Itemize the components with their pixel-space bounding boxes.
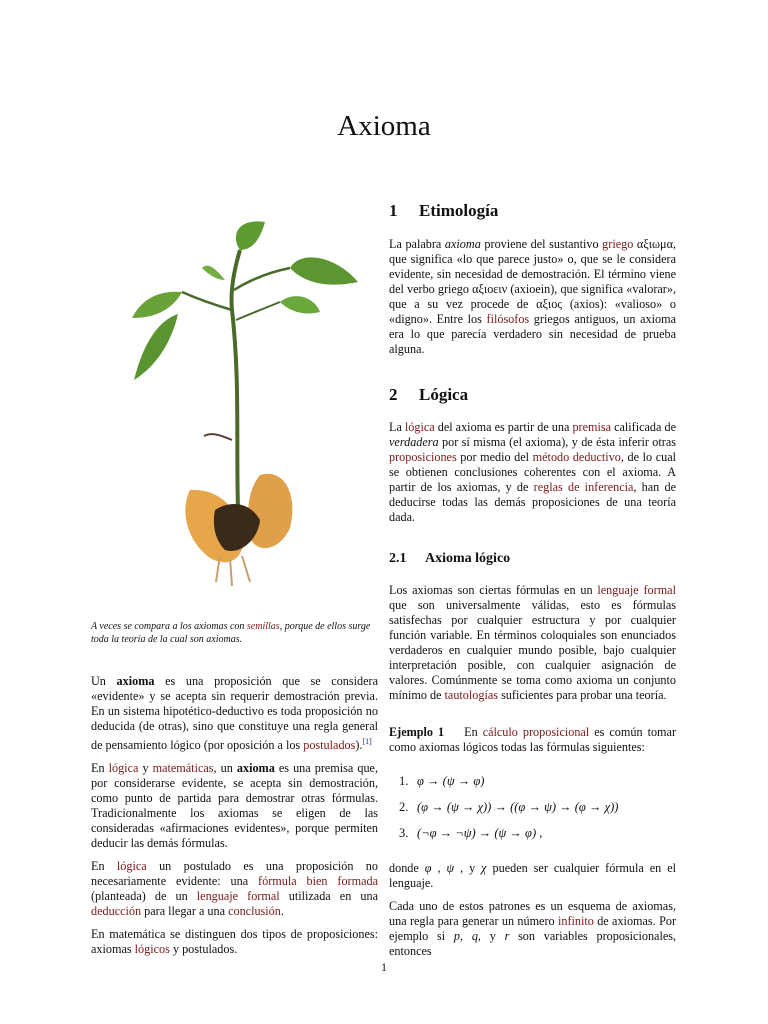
section-heading-etimologia: 1 Etimología bbox=[389, 201, 499, 220]
link-logica-3[interactable]: lógica bbox=[404, 420, 435, 434]
link-logica-2[interactable]: lógica bbox=[116, 859, 147, 874]
intro-paragraph-1: Un axioma es una proposición que se considera «evidente» y se acepta sin requerir demostración previa. En un sistema hipotético-deductivo es toda proposición no deducida (de otras), sino que constituye una regla general de pensamiento lógico (por oposición a los postulados).[1] bbox=[91, 674, 378, 753]
example-label: Ejemplo 1 bbox=[389, 725, 445, 739]
formula-item: 2. (φ → (ψ → χ)) → ((φ → ψ) → (φ → χ)) bbox=[399, 800, 619, 814]
image-caption: A veces se compara a los axiomas con semillas, porque de ellos surge toda la teoría de la cual son axiomas. bbox=[91, 621, 371, 645]
link-lenguaje-formal[interactable]: lenguaje formal bbox=[196, 889, 280, 904]
link-logica[interactable]: lógica bbox=[108, 761, 139, 776]
link-tautologias[interactable]: tautologías bbox=[444, 688, 499, 702]
section-heading-logica: 2 Lógica bbox=[389, 385, 469, 404]
link-conclusion[interactable]: conclusión bbox=[228, 904, 281, 919]
page-number: 1 bbox=[381, 960, 387, 974]
link-semillas[interactable]: semillas bbox=[246, 621, 280, 632]
link-logicos[interactable]: lógicos bbox=[134, 942, 170, 957]
formula-explanation-paragraph: donde φ , ψ , y χ pueden ser cualquier fórmula en el lenguaje. bbox=[389, 861, 676, 890]
post-formula-text bbox=[389, 861, 676, 959]
formula-item: 3. (¬φ → ¬ψ) → (ψ → φ) , bbox=[399, 826, 543, 840]
link-metodo-deductivo[interactable]: método deductivo bbox=[532, 450, 621, 464]
avocado-seedling-image bbox=[120, 210, 360, 600]
link-calculo-proposicional[interactable]: cálculo proposicional bbox=[482, 725, 590, 739]
page-title: Axioma bbox=[337, 110, 431, 142]
axioma-logico-paragraph: Los axiomas son ciertas fórmulas en un lenguaje formal que son universalmente válidas, esto es fórmulas satisfechas por cualquier estructura y por cualquier función variable. En términos coloquiales son enunciados verdaderos en cualquier mundo posible, bajo cualquier interpretación posible, con cualquier asignación de valores. Comúnmente se toma como axioma un conjunto mínimo de tautologías suficientes para probar una teoría. bbox=[389, 583, 676, 702]
link-postulados[interactable]: postulados bbox=[303, 738, 356, 753]
etimologia-paragraph: La palabra axioma proviene del sustantivo griego αξιωμα, que significa «lo que parece justo» o, que se le considera evidente, sin necesidad de demostración. El término viene del verbo griego αξιοειν (axioein), que significa «valorar», que a su vez procede de αξιος (axios): «valioso» o «digno». Entre los filósofos griegos antiguos, un axioma era lo que parecía verdadero sin necesidad de prueba alguna. bbox=[389, 237, 676, 356]
link-griego[interactable]: griego bbox=[602, 237, 634, 251]
link-filosofos[interactable]: filósofos bbox=[486, 312, 530, 326]
section-logica bbox=[389, 420, 676, 525]
intro-paragraph-4: En matemática se distinguen dos tipos de proposiciones: axiomas lógicos y postulados. bbox=[91, 927, 378, 957]
logica-paragraph: La lógica del axioma es partir de una premisa calificada de verdadera por sí misma (el axioma), y de ésta inferir otras proposiciones por medio del método deductivo, de lo cual se obtienen conclusiones coherentes con el axioma. A partir de los axiomas, y de reglas de inferencia, han de deducirse todas las demás proposiciones de una teoría dada. bbox=[389, 420, 676, 524]
link-deduccion[interactable]: deducción bbox=[91, 904, 142, 919]
intro-paragraph-3: En lógica un postulado es una proposición no necesariamente evidente: una fórmula bien formada (planteada) de un lenguaje formal utilizada en una deducción para llegar a una conclusión. bbox=[91, 859, 378, 919]
section-etimologia bbox=[389, 237, 676, 357]
example-paragraph: Ejemplo 1 En cálculo proposicional es común tomar como axiomas lógicos todas las fórmulas siguientes: bbox=[389, 725, 676, 754]
formula-item: 1. φ → (ψ → φ) bbox=[399, 774, 485, 788]
citation-1[interactable]: [1] bbox=[362, 737, 372, 746]
link-premisa[interactable]: premisa bbox=[572, 420, 612, 434]
link-matematicas[interactable]: matemáticas bbox=[152, 761, 214, 776]
link-reglas-de-inferencia[interactable]: reglas de inferencia bbox=[533, 480, 634, 494]
link-formula-bien-formada[interactable]: fórmula bien formada bbox=[258, 874, 378, 889]
intro-paragraph-2: En lógica y matemáticas, un axioma es una premisa que, por considerarse evidente, se acepta sin demostración, como punto de partida para demostrar otras fórmulas. Tradicionalmente los axiomas se eligen de las consideradas «afirmaciones evidentes», porque permiten deducir las demás fórmulas. bbox=[91, 761, 379, 851]
link-lenguaje-formal-2[interactable]: lenguaje formal bbox=[597, 583, 676, 597]
subsection-heading-axioma-logico: 2.1 Axioma lógico bbox=[389, 551, 511, 566]
subsection-axioma-logico bbox=[389, 583, 676, 703]
formula-list bbox=[389, 771, 676, 849]
link-infinito[interactable]: infinito bbox=[557, 914, 594, 928]
link-proposiciones[interactable]: proposiciones bbox=[389, 450, 457, 464]
schema-paragraph: Cada uno de estos patrones es un esquema de axiomas, una regla para generar un número infinito de axiomas. Por ejemplo si p, q, y r son variables proposicionales, entonces bbox=[389, 899, 677, 958]
example-block bbox=[389, 725, 676, 755]
intro-section bbox=[91, 674, 378, 957]
seedling-illustration bbox=[120, 210, 360, 600]
